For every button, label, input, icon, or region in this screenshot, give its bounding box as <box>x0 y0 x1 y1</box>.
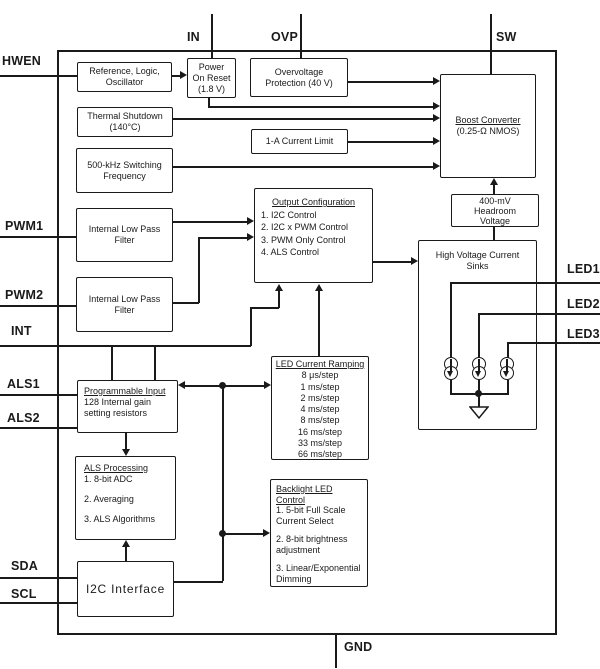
wire <box>348 81 434 83</box>
wire-hwen <box>0 75 77 77</box>
block-switching-frequency <box>76 148 173 193</box>
arrowhead <box>315 284 323 291</box>
wire-scl <box>0 602 77 604</box>
wire <box>111 345 113 380</box>
list-item: 3. PWM Only Control <box>261 234 346 245</box>
block-text: 400-mV <box>479 195 511 206</box>
block-text: Frequency <box>103 170 146 181</box>
block-boost-converter <box>440 74 536 178</box>
block-title: LED Current Ramping <box>275 359 365 369</box>
block-text: Voltage <box>479 215 511 226</box>
pin-label-int: INT <box>11 324 32 338</box>
arrowhead <box>122 449 130 456</box>
block-overvoltage-protection <box>250 58 348 97</box>
wire <box>450 282 452 358</box>
arrowhead <box>178 381 185 389</box>
wire <box>198 237 248 239</box>
wire <box>173 221 248 223</box>
wire <box>208 106 434 108</box>
wire <box>222 533 264 535</box>
block-text: (140°C) <box>109 122 141 132</box>
block-low-pass-filter-2 <box>76 277 173 332</box>
arrowhead <box>247 217 254 225</box>
wire-sw <box>490 14 492 74</box>
arrowhead <box>264 381 271 389</box>
arrowhead <box>433 102 440 110</box>
list-item: 1 ms/step <box>300 381 340 392</box>
pin-label-led2: LED2 <box>567 297 600 311</box>
pin-label-gnd: GND <box>344 640 373 654</box>
wire <box>373 261 412 263</box>
pin-label-ovp: OVP <box>271 30 298 44</box>
wire-pwm2 <box>0 305 76 307</box>
list-item: 8 ms/step <box>300 415 340 426</box>
arrowhead <box>433 77 440 85</box>
block-text: Filter <box>114 235 135 245</box>
list-item: 3. Linear/Exponential Dimming <box>276 563 361 584</box>
block-title: Backlight LED Control <box>276 484 333 505</box>
wire <box>250 307 279 309</box>
block-text: (1.8 V) <box>197 83 225 94</box>
pin-label-als2: ALS2 <box>7 411 40 425</box>
current-source-icon <box>500 357 514 381</box>
block-low-pass-filter-1 <box>76 208 173 262</box>
block-als-processing <box>75 456 176 540</box>
block-text: 128 Internal gain <box>84 397 152 407</box>
current-arrow-tip <box>503 371 509 377</box>
block-thermal-shutdown <box>77 107 173 137</box>
arrowhead <box>263 529 270 537</box>
pin-label-sda: SDA <box>11 559 38 573</box>
list-item: 8 μs/step <box>301 370 339 381</box>
wire-gnd <box>335 635 337 668</box>
wire <box>493 184 495 194</box>
block-text: High Voltage Current <box>435 250 520 260</box>
block-power-on-reset <box>187 58 236 98</box>
list-item: 1. 8-bit ADC <box>84 474 133 484</box>
wire-ovp <box>300 14 302 58</box>
wire-led2 <box>478 313 600 315</box>
wire <box>493 227 495 240</box>
block-text: Oscillator <box>105 77 144 87</box>
block-programmable-input <box>77 380 178 433</box>
list-item: 2. 8-bit brightness adjustment <box>276 534 348 555</box>
block-text: Headroom <box>473 205 517 216</box>
pin-label-pwm2: PWM2 <box>5 288 44 302</box>
list-item: 2. I2C x PWM Control <box>261 222 349 232</box>
block-text: Filter <box>114 304 135 315</box>
wire-led3 <box>507 342 600 344</box>
list-item: 2 ms/step <box>300 392 340 403</box>
wire <box>318 290 320 356</box>
wire-als1 <box>0 394 77 396</box>
block-text: Internal Low Pass <box>88 293 161 304</box>
block-reference-logic-oscillator <box>77 62 172 92</box>
block-text: 500-kHz Switching <box>87 159 162 170</box>
block-text: Internal Low Pass <box>88 224 161 234</box>
wire <box>125 546 127 561</box>
arrowhead <box>433 114 440 122</box>
current-source-icon <box>444 357 458 381</box>
block-output-configuration <box>254 188 373 283</box>
wire <box>507 342 509 358</box>
block-headroom-voltage <box>451 194 539 227</box>
arrowhead <box>433 162 440 170</box>
arrowhead <box>490 178 498 185</box>
block-text: Sinks <box>466 261 489 271</box>
pin-label-hwen: HWEN <box>2 54 41 68</box>
wire <box>154 345 156 380</box>
list-item: 66 ms/step <box>297 449 343 460</box>
wire <box>478 313 480 358</box>
block-text: (0.25-Ω NMOS) <box>456 126 520 136</box>
wire <box>348 141 434 143</box>
pin-label-als1: ALS1 <box>7 377 40 391</box>
arrowhead <box>275 284 283 291</box>
block-current-limit <box>251 129 348 154</box>
current-arrow-tip <box>447 371 453 377</box>
wire <box>222 385 224 581</box>
list-item: 3. ALS Algorithms <box>84 514 156 524</box>
list-item: 2. Averaging <box>84 494 134 504</box>
wire <box>250 307 252 346</box>
block-text: Protection (40 V) <box>265 77 333 88</box>
pin-label-led1: LED1 <box>567 262 600 276</box>
list-item: 16 ms/step <box>297 426 343 437</box>
block-i2c-interface <box>77 561 174 617</box>
wire <box>173 118 434 120</box>
block-text: On Reset <box>192 72 231 83</box>
ground-icon <box>469 406 489 420</box>
block-text: setting resistors <box>84 408 148 418</box>
block-title: Boost Converter <box>455 115 521 125</box>
arrowhead <box>411 257 418 265</box>
list-item: 4 ms/step <box>300 404 340 415</box>
wire-int <box>0 345 251 347</box>
arrowhead <box>122 540 130 547</box>
wire <box>173 302 199 304</box>
pin-label-in: IN <box>187 30 200 44</box>
block-text: Power <box>198 61 225 72</box>
pin-label-led3: LED3 <box>567 327 600 341</box>
block-led-current-ramping <box>271 356 369 460</box>
wire-in <box>211 14 213 58</box>
list-item: 4. ALS Control <box>261 247 320 257</box>
pin-label-sw: SW <box>496 30 517 44</box>
wire <box>125 433 127 450</box>
wire-led1 <box>450 282 600 284</box>
wire <box>174 581 223 583</box>
wire <box>173 166 434 168</box>
block-text: Overvoltage <box>274 66 324 77</box>
wire <box>278 290 280 308</box>
pin-label-pwm1: PWM1 <box>5 219 44 233</box>
list-item: 1. I2C Control <box>261 209 317 220</box>
list-item: 33 ms/step <box>297 438 343 449</box>
current-arrow-tip <box>475 371 481 377</box>
wire-als2 <box>0 427 77 429</box>
block-text: 1-A Current Limit <box>265 136 334 146</box>
wire-pwm1 <box>0 236 76 238</box>
list-item: 1. 5-bit Full Scale Current Select <box>276 505 346 526</box>
wire <box>198 237 200 303</box>
wire <box>450 380 452 394</box>
block-title: Output Configuration <box>271 197 356 207</box>
wire-sda <box>0 577 77 579</box>
arrowhead <box>433 137 440 145</box>
block-text: Thermal Shutdown <box>87 111 163 121</box>
block-backlight-led-control <box>270 479 368 587</box>
block-text: I2C Interface <box>85 581 166 596</box>
current-source-icon <box>472 357 486 381</box>
arrowhead <box>180 71 187 79</box>
block-title: ALS Processing <box>84 463 149 473</box>
block-text: Reference, Logic, <box>89 66 160 76</box>
arrowhead <box>247 233 254 241</box>
wire <box>478 393 480 407</box>
pin-label-scl: SCL <box>11 587 37 601</box>
wire <box>507 380 509 394</box>
block-title: Programmable Input <box>84 386 166 396</box>
